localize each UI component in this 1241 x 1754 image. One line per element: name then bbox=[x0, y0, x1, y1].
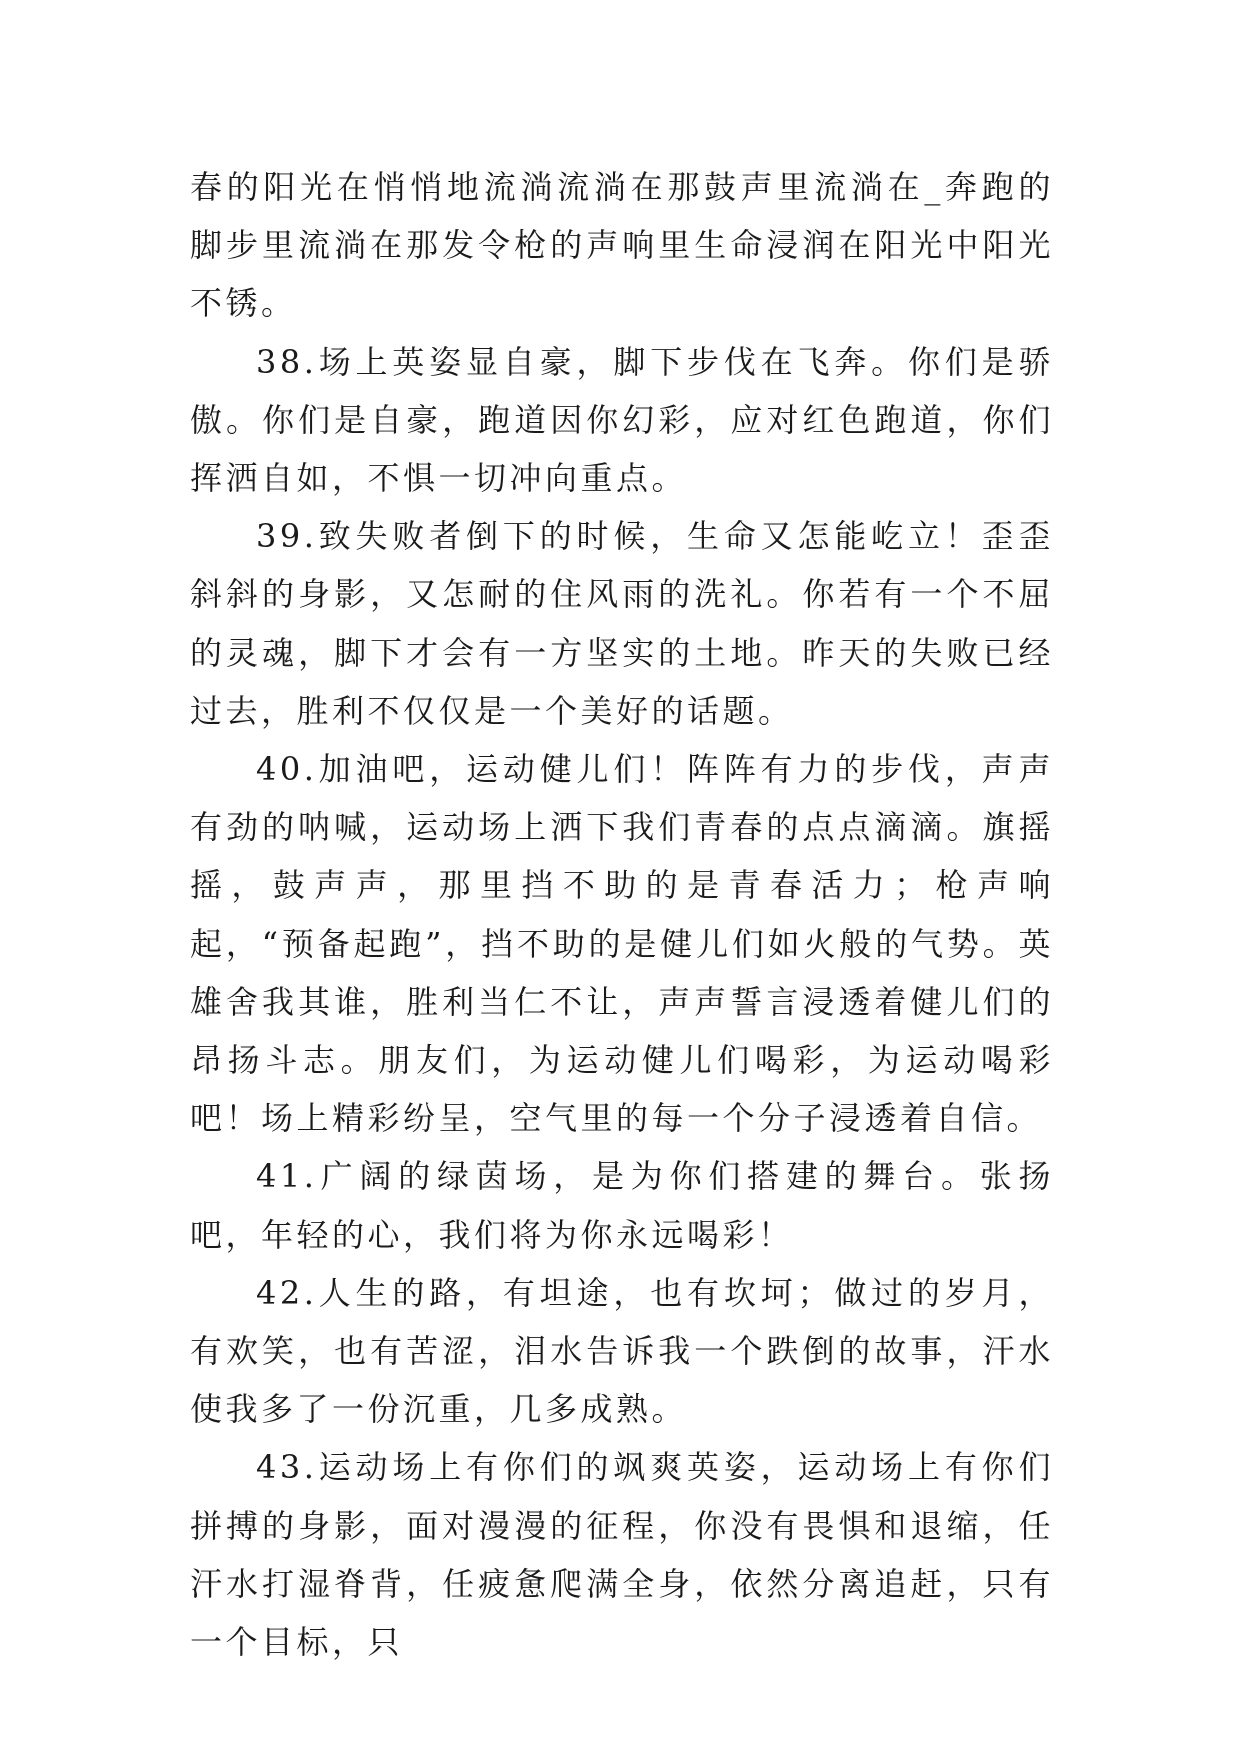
paragraph-41: 41.广阔的绿茵场，是为你们搭建的舞台。张扬吧，年轻的心，我们将为你永远喝彩！ bbox=[190, 1157, 1054, 1254]
paragraph-40: 40.加油吧，运动健儿们！阵阵有力的步伐，声声有劲的呐喊，运动场上洒下我们青春的点点滴滴。旗摇摇，鼓声声，那里挡不助的是青春活力；枪声响起，“预备起跑”，挡不助的是健儿们如火般的气势。英雄舍我其谁，胜利当仁不让，声声誓言浸透着健儿们的昂扬斗志。朋友们，为运动健儿们喝彩，为运动喝彩吧！场上精彩纷呈，空气里的每一个分子浸透着自信。 bbox=[190, 750, 1054, 1138]
document-body bbox=[190, 158, 1054, 1671]
paragraph-42: 42.人生的路，有坦途，也有坎坷；做过的岁月，有欢笑，也有苦涩，泪水告诉我一个跌倒的故事，汗水使我多了一份沉重，几多成熟。 bbox=[190, 1273, 1054, 1429]
paragraph-43: 43.运动场上有你们的飒爽英姿，运动场上有你们拼搏的身影，面对漫漫的征程，你没有畏惧和退缩，任汗水打湿脊背，任疲惫爬满全身，依然分离追赶，只有一个目标，只 bbox=[190, 1448, 1054, 1662]
paragraph-continued: 春的阳光在悄悄地流淌流淌在那鼓声里流淌在_奔跑的脚步里流淌在那发令枪的声响里生命浸润在阳光中阳光不锈。 bbox=[190, 168, 1054, 323]
paragraph-39: 39.致失败者倒下的时候，生命又怎能屹立！歪歪斜斜的身影，又怎耐的住风雨的洗礼。你若有一个不屈的灵魂，脚下才会有一方坚实的土地。昨天的失败已经过去，胜利不仅仅是一个美好的话题。 bbox=[190, 517, 1054, 730]
paragraph-38: 38.场上英姿显自豪，脚下步伐在飞奔。你们是骄傲。你们是自豪，跑道因你幻彩，应对红色跑道，你们挥洒自如，不惧一切冲向重点。 bbox=[190, 342, 1054, 498]
